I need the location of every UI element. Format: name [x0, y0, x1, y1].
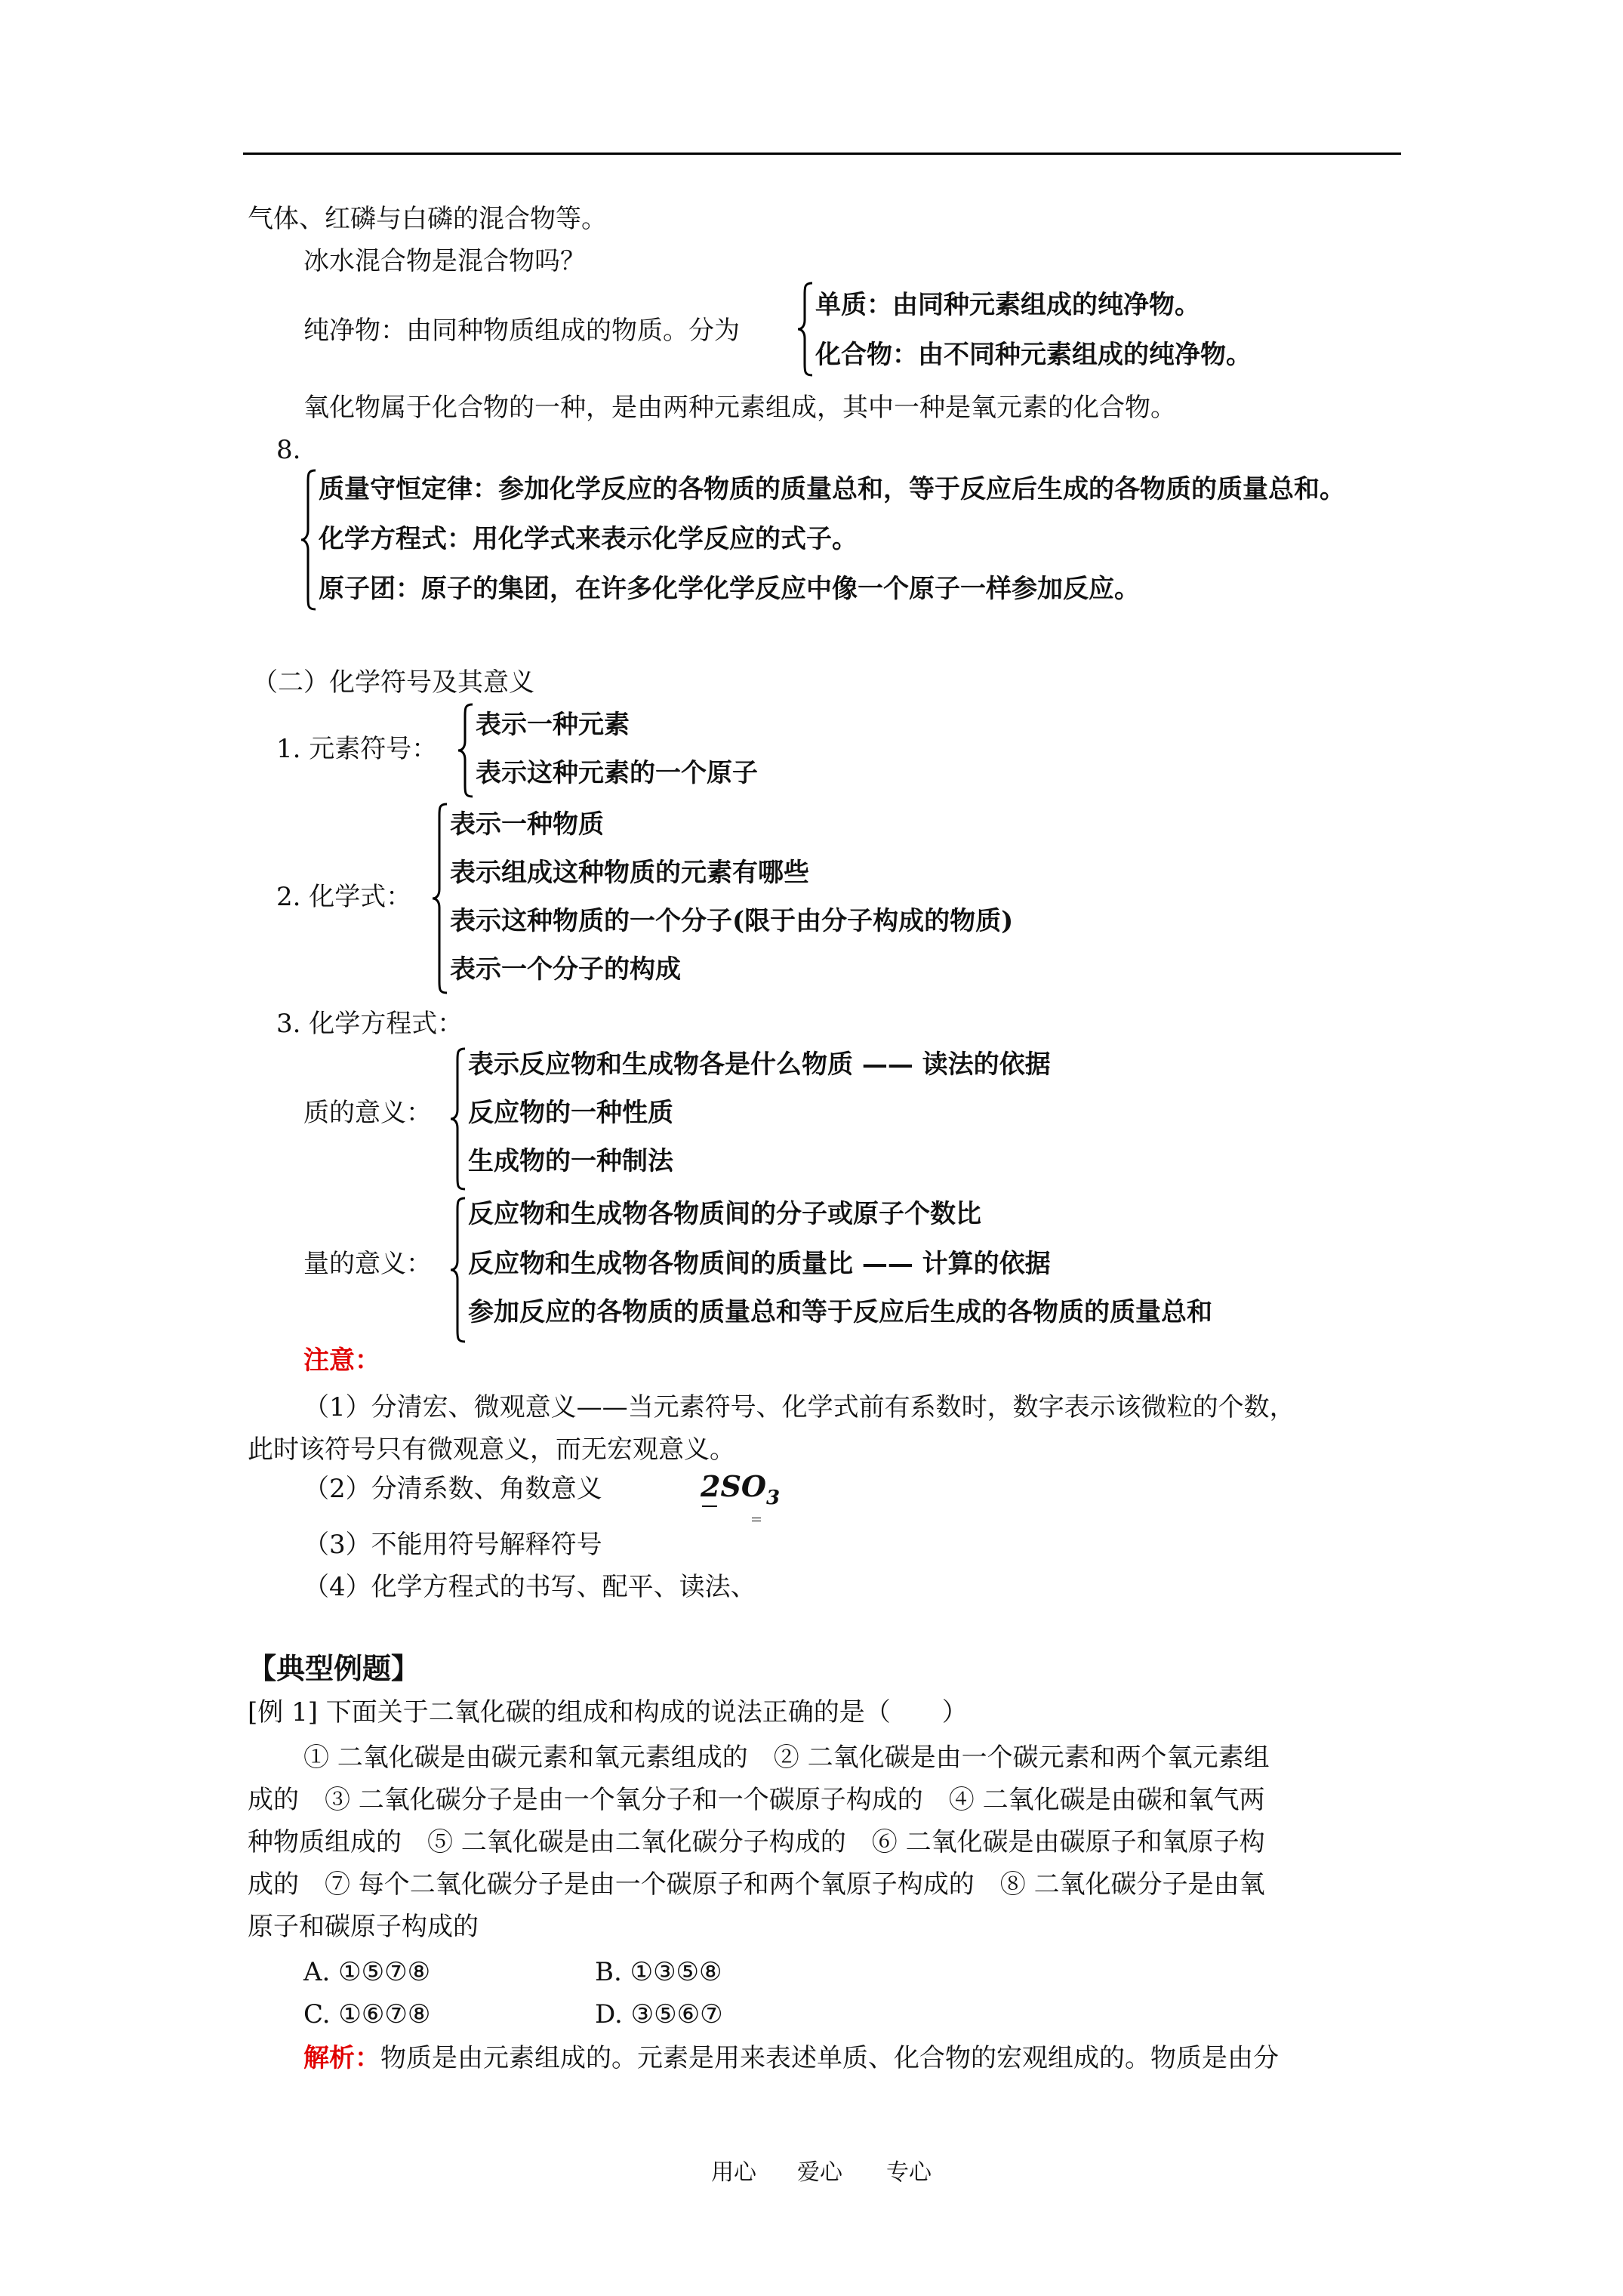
note-1-line-2: 此时该符号只有微观意义，而无宏观意义。 [248, 1435, 735, 1465]
law-atomic-group: 原子团：原子的集团，在许多化学化学反应中像一个原子一样参加反应。 [319, 574, 1140, 604]
analysis-label: 解析： [303, 2043, 380, 2073]
analysis-text: 物质是由元素组成的。元素是用来表述单质、化合物的宏观组成的。物质是由分 [380, 2043, 1279, 2073]
statement-line-2: 成的 ③ 二氧化碳分子是由一个氧分子和一个碳原子构成的 ④ 二氧化碳是由碳和氧气两 [248, 1785, 1265, 1815]
item-number-8: 8. [276, 435, 301, 465]
brace-pure-substance [796, 281, 815, 378]
quantitative-item-1: 反应物和生成物各物质间的分子或原子个数比 [468, 1199, 981, 1229]
statement-line-3: 种物质组成的 ⑤ 二氧化碳是由二氧化碳分子构成的 ⑥ 二氧化碳是由碳原子和氧原子构 [248, 1827, 1265, 1857]
option-d: D. ③⑤⑥⑦ [595, 1999, 723, 2029]
option-c: C. ①⑥⑦⑧ [303, 1999, 431, 2029]
label-qualitative-meaning: 质的意义： [303, 1098, 432, 1128]
qualitative-item-3: 生成物的一种制法 [468, 1146, 673, 1176]
coefficient-underline [702, 1505, 717, 1507]
formula-item-2: 表示组成这种物质的元素有哪些 [450, 858, 809, 888]
statement-line-5: 原子和碳原子构成的 [248, 1912, 479, 1942]
note-2: （2）分清系数、角数意义 [303, 1474, 602, 1504]
quantitative-item-3: 参加反应的各物质的质量总和等于反应后生成的各物质的质量总和 [468, 1297, 1212, 1327]
element-symbol-item-2: 表示这种元素的一个原子 [476, 758, 758, 788]
footer-word-2: 爱心 [797, 2159, 842, 2186]
label-quantitative-meaning: 量的意义： [303, 1249, 432, 1279]
note-3: （3）不能用符号解释符号 [303, 1530, 602, 1560]
quantitative-item-2: 反应物和生成物各物质间的质量比 —— 计算的依据 [468, 1249, 1051, 1279]
analysis-line [303, 2042, 1279, 2075]
pure-substance-intro: 纯净物：由同种物质组成的物质。分为 [303, 316, 740, 346]
label-chemical-equation: 3. 化学方程式： [276, 1009, 463, 1039]
notes-label: 注意： [303, 1345, 380, 1376]
formula-item-1: 表示一种物质 [450, 809, 604, 840]
formula-item-3: 表示这种物质的一个分子(限于由分子构成的物质) [450, 906, 1014, 936]
note-1-line-1: （1）分清宏、微观意义——当元素符号、化学式前有系数时，数字表示该微粒的个数， [303, 1392, 1295, 1422]
note-4: （4）化学方程式的书写、配平、读法、 [303, 1572, 756, 1602]
qualitative-item-2: 反应物的一种性质 [468, 1098, 673, 1128]
text-line-mixtures: 气体、红磷与白磷的混合物等。 [248, 204, 607, 234]
brace-chemical-formula [430, 802, 450, 995]
footer-word-3: 专心 [886, 2159, 932, 2186]
option-b: B. ①③⑤⑧ [595, 1957, 722, 1987]
label-element-symbol: 1. 元素符号： [276, 734, 438, 764]
header-rule [243, 153, 1401, 155]
law-chemical-equation: 化学方程式：用化学式来表示化学反应的式子。 [319, 524, 858, 554]
formula-2so3 [701, 1469, 780, 1509]
brace-laws [299, 468, 319, 612]
example-1-question: [例 1] 下面关于二氧化碳的组成和构成的说法正确的是（ ） [248, 1697, 968, 1727]
typical-examples-title: 【典型例题】 [248, 1651, 420, 1685]
section-heading-symbols: （二）化学符号及其意义 [252, 667, 534, 698]
label-chemical-formula: 2. 化学式： [276, 882, 412, 912]
brace-element-symbol [456, 702, 476, 799]
option-a: A. ①⑤⑦⑧ [303, 1957, 431, 1987]
statement-line-4: 成的 ⑦ 每个二氧化碳分子是由一个碳原子和两个氧原子构成的 ⑧ 二氧化碳分子是由氧 [248, 1869, 1265, 1900]
text-line-ice-water-question: 冰水混合物是混合物吗？ [303, 246, 586, 276]
footer-word-1: 用心 [711, 2159, 756, 2186]
law-conservation-of-mass: 质量守恒定律：参加化学反应的各物质的质量总和，等于反应后生成的各物质的质量总和。 [319, 474, 1345, 504]
formula-subscript: 3 [766, 1487, 781, 1509]
formula-symbol: SO [720, 1469, 766, 1503]
pure-item-element: 单质：由同种元素组成的纯净物。 [815, 290, 1200, 320]
statement-line-1: ① 二氧化碳是由碳元素和氧元素组成的 ② 二氧化碳是由一个碳元素和两个氧元素组 [303, 1743, 1270, 1773]
oxide-definition: 氧化物属于化合物的一种，是由两种元素组成，其中一种是氧元素的化合物。 [303, 393, 1176, 423]
qualitative-item-1: 表示反应物和生成物各是什么物质 —— 读法的依据 [468, 1049, 1051, 1080]
brace-quantitative [448, 1196, 468, 1344]
brace-qualitative [448, 1046, 468, 1191]
subscript-double-underline [752, 1518, 761, 1521]
formula-item-4: 表示一个分子的构成 [450, 954, 681, 985]
element-symbol-item-1: 表示一种元素 [476, 710, 630, 740]
pure-item-compound: 化合物：由不同种元素组成的纯净物。 [815, 340, 1252, 370]
formula-coefficient: 2 [701, 1469, 721, 1503]
